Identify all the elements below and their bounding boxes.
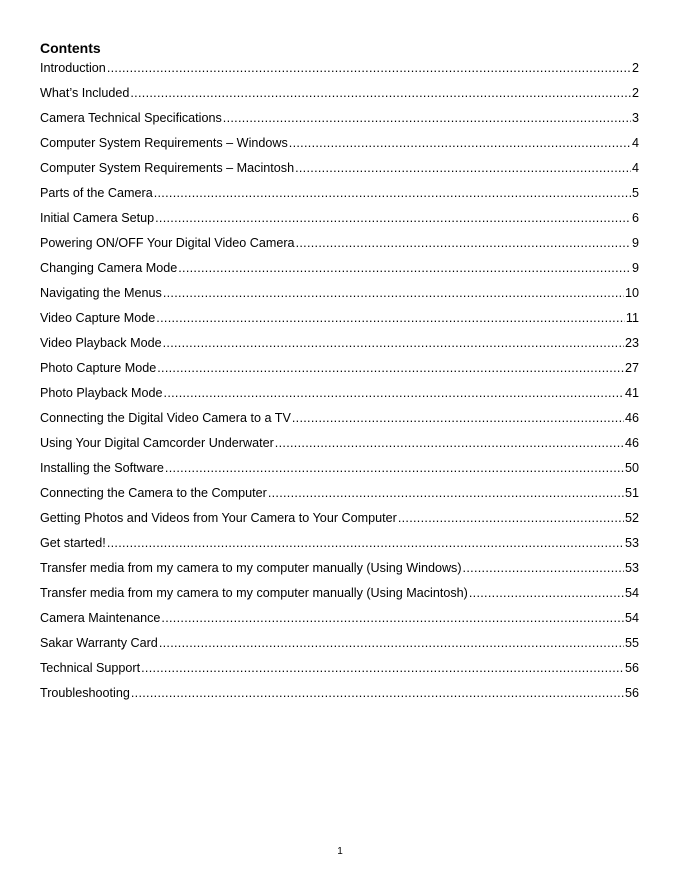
toc-entry[interactable] bbox=[40, 160, 639, 185]
toc-entry-title: Get started! bbox=[40, 536, 106, 550]
toc-entry-title: Technical Support bbox=[40, 661, 141, 675]
toc-entry[interactable] bbox=[40, 685, 639, 710]
toc-entry-title: Parts of the Camera bbox=[40, 186, 153, 200]
toc-dot-leader bbox=[156, 310, 625, 326]
toc-entry[interactable] bbox=[40, 560, 639, 585]
toc-entry-page: 2 bbox=[631, 86, 639, 100]
toc-entry[interactable] bbox=[40, 660, 639, 685]
toc-entry-title: Video Capture Mode bbox=[40, 311, 156, 325]
toc-entry-page: 56 bbox=[624, 686, 639, 700]
toc-entry[interactable] bbox=[40, 60, 639, 85]
toc-dot-leader bbox=[223, 110, 631, 126]
toc-entry[interactable] bbox=[40, 585, 639, 610]
toc-dot-leader bbox=[165, 460, 624, 476]
toc-entry-title: Photo Capture Mode bbox=[40, 361, 157, 375]
toc-dot-leader bbox=[178, 260, 631, 276]
toc-entry-title: Connecting the Digital Video Camera to a TV bbox=[40, 411, 291, 425]
toc-entry-title: Transfer media from my camera to my computer manually (Using Macintosh) bbox=[40, 586, 468, 600]
page-number: 1 bbox=[337, 846, 343, 857]
toc-entry-title: Computer System Requirements – Windows bbox=[40, 136, 288, 150]
toc-entry-page: 10 bbox=[624, 286, 639, 300]
toc-entry[interactable] bbox=[40, 210, 639, 235]
toc-entry[interactable] bbox=[40, 635, 639, 660]
toc-entry-title: Changing Camera Mode bbox=[40, 261, 178, 275]
toc-entry-title: Powering ON/OFF Your Digital Video Camera bbox=[40, 236, 295, 250]
toc-entry-title: Getting Photos and Videos from Your Camera to Your Computer bbox=[40, 511, 397, 525]
toc-dot-leader bbox=[107, 535, 624, 551]
toc-dot-leader bbox=[398, 510, 624, 526]
toc-entry[interactable] bbox=[40, 260, 639, 285]
toc-entry-title: Initial Camera Setup bbox=[40, 211, 155, 225]
toc-dot-leader bbox=[463, 560, 624, 576]
toc-dot-leader bbox=[159, 635, 624, 651]
toc-dot-leader bbox=[292, 410, 624, 426]
toc-entry[interactable] bbox=[40, 410, 639, 435]
toc-dot-leader bbox=[296, 235, 631, 251]
toc-dot-leader bbox=[131, 685, 624, 701]
toc-entry-title: Transfer media from my camera to my computer manually (Using Windows) bbox=[40, 561, 462, 575]
toc-dot-leader bbox=[157, 360, 624, 376]
toc-entry-page: 54 bbox=[624, 586, 639, 600]
toc-entry-page: 11 bbox=[625, 311, 639, 325]
toc-entry[interactable] bbox=[40, 185, 639, 210]
toc-entry-page: 56 bbox=[624, 661, 639, 675]
toc-dot-leader bbox=[154, 185, 631, 201]
toc-entry[interactable] bbox=[40, 335, 639, 360]
toc-dot-leader bbox=[268, 485, 624, 501]
toc-entry[interactable] bbox=[40, 285, 639, 310]
toc-entry-page: 55 bbox=[624, 636, 639, 650]
toc-entry-title: Video Playback Mode bbox=[40, 336, 162, 350]
toc-entry[interactable] bbox=[40, 85, 639, 110]
toc-entry-page: 9 bbox=[631, 236, 639, 250]
toc-entry-page: 46 bbox=[624, 411, 639, 425]
toc-entry[interactable] bbox=[40, 610, 639, 635]
toc-dot-leader bbox=[161, 610, 624, 626]
toc-entry-page: 3 bbox=[631, 111, 639, 125]
toc-dot-leader bbox=[155, 210, 631, 226]
toc-entry-page: 5 bbox=[631, 186, 639, 200]
toc-entry-page: 9 bbox=[631, 261, 639, 275]
toc-entry-title: Navigating the Menus bbox=[40, 286, 162, 300]
toc-entry-title: What’s Included bbox=[40, 86, 130, 100]
toc-entry-title: Troubleshooting bbox=[40, 686, 130, 700]
toc-dot-leader bbox=[295, 160, 631, 176]
toc-entry-page: 27 bbox=[624, 361, 639, 375]
toc-entry-title: Camera Maintenance bbox=[40, 611, 161, 625]
toc-entry[interactable] bbox=[40, 510, 639, 535]
toc-dot-leader bbox=[275, 435, 624, 451]
toc-dot-leader bbox=[130, 85, 631, 101]
toc-dot-leader bbox=[163, 285, 624, 301]
toc-entry-page: 46 bbox=[624, 436, 639, 450]
toc-dot-leader bbox=[469, 585, 624, 601]
toc-entry[interactable] bbox=[40, 460, 639, 485]
toc-entry-page: 53 bbox=[624, 536, 639, 550]
toc-entry-page: 4 bbox=[631, 161, 639, 175]
toc-entry[interactable] bbox=[40, 485, 639, 510]
toc-entry-title: Connecting the Camera to the Computer bbox=[40, 486, 267, 500]
toc-entry[interactable] bbox=[40, 235, 639, 260]
toc-entry[interactable] bbox=[40, 535, 639, 560]
toc-entry[interactable] bbox=[40, 135, 639, 160]
toc-entry-page: 6 bbox=[631, 211, 639, 225]
toc-entry-title: Camera Technical Specifications bbox=[40, 111, 222, 125]
toc-entry[interactable] bbox=[40, 385, 639, 410]
toc-entry[interactable] bbox=[40, 435, 639, 460]
toc-entry[interactable] bbox=[40, 360, 639, 385]
toc-entry-title: Installing the Software bbox=[40, 461, 164, 475]
toc-entry[interactable] bbox=[40, 110, 639, 135]
toc-entry[interactable] bbox=[40, 310, 639, 335]
toc-entry-title: Using Your Digital Camcorder Underwater bbox=[40, 436, 274, 450]
toc-entry-title: Computer System Requirements – Macintosh bbox=[40, 161, 295, 175]
table-of-contents bbox=[40, 60, 639, 710]
toc-dot-leader bbox=[163, 335, 624, 351]
toc-entry-page: 51 bbox=[624, 486, 639, 500]
toc-entry-page: 50 bbox=[624, 461, 639, 475]
toc-entry-title: Introduction bbox=[40, 61, 106, 75]
toc-entry-page: 41 bbox=[624, 386, 639, 400]
toc-entry-page: 52 bbox=[624, 511, 639, 525]
toc-entry-page: 53 bbox=[624, 561, 639, 575]
toc-dot-leader bbox=[164, 385, 624, 401]
toc-dot-leader bbox=[289, 135, 631, 151]
toc-entry-page: 4 bbox=[631, 136, 639, 150]
toc-dot-leader bbox=[141, 660, 624, 676]
toc-heading: Contents bbox=[40, 40, 101, 56]
toc-entry-page: 54 bbox=[624, 611, 639, 625]
toc-dot-leader bbox=[107, 60, 631, 76]
toc-entry-page: 2 bbox=[631, 61, 639, 75]
toc-entry-title: Photo Playback Mode bbox=[40, 386, 163, 400]
toc-entry-page: 23 bbox=[624, 336, 639, 350]
toc-entry-title: Sakar Warranty Card bbox=[40, 636, 158, 650]
